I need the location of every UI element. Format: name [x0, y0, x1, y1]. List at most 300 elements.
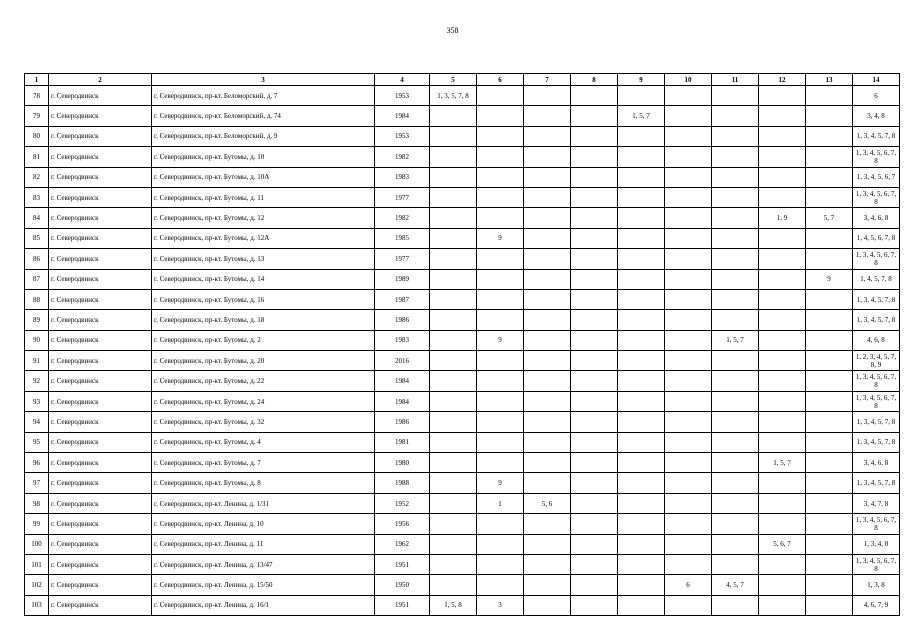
- cell-col-12: [759, 351, 806, 371]
- column-header-11: 11: [712, 74, 759, 86]
- registry-table: [24, 73, 900, 616]
- cell-col-10: [665, 147, 712, 167]
- cell-row-number: 89: [25, 310, 49, 330]
- cell-col-14: 1, 4, 5, 6, 7, 8: [853, 228, 900, 248]
- cell-col-10: [665, 228, 712, 248]
- cell-settlement: г. Северодвинск: [49, 351, 152, 371]
- table-row: [25, 228, 900, 248]
- cell-col-13: [806, 514, 853, 534]
- table-row: [25, 249, 900, 269]
- cell-col-11: [712, 371, 759, 391]
- column-header-4: 4: [375, 74, 430, 86]
- table-body: [25, 86, 900, 616]
- cell-year: 1989: [375, 269, 430, 289]
- cell-address: г. Северодвинск, пр-кт. Бутомы, д. 2: [152, 330, 375, 350]
- table-row: [25, 86, 900, 106]
- cell-settlement: г. Северодвинск: [49, 167, 152, 187]
- cell-address: г. Северодвинск, пр-кт. Беломорский, д. 74: [152, 106, 375, 126]
- cell-col-13: [806, 330, 853, 350]
- cell-col-7: [524, 412, 571, 432]
- cell-year: 1986: [375, 310, 430, 330]
- cell-year: 1983: [375, 330, 430, 350]
- cell-col-7: [524, 289, 571, 309]
- cell-col-8: [571, 106, 618, 126]
- cell-col-14: 1, 3, 4, 5, 6, 7, 8: [853, 391, 900, 411]
- cell-col-6: [477, 554, 524, 574]
- cell-address: г. Северодвинск, пр-кт. Бутомы, д. 12А: [152, 228, 375, 248]
- cell-col-9: 1, 5, 7: [618, 106, 665, 126]
- cell-address: г. Северодвинск, пр-кт. Бутомы, д. 13: [152, 249, 375, 269]
- cell-row-number: 99: [25, 514, 49, 534]
- cell-col-10: [665, 493, 712, 513]
- cell-settlement: г. Северодвинск: [49, 391, 152, 411]
- cell-col-9: [618, 534, 665, 554]
- cell-address: г. Северодвинск, пр-кт. Бутомы, д. 12: [152, 208, 375, 228]
- column-header-9: 9: [618, 74, 665, 86]
- cell-col-6: [477, 371, 524, 391]
- cell-col-5: [430, 310, 477, 330]
- cell-col-5: [430, 106, 477, 126]
- cell-col-9: [618, 371, 665, 391]
- cell-col-5: [430, 514, 477, 534]
- cell-address: г. Северодвинск, пр-кт. Ленина, д. 15/50: [152, 575, 375, 595]
- cell-col-8: [571, 167, 618, 187]
- cell-settlement: г. Северодвинск: [49, 126, 152, 146]
- cell-col-12: [759, 371, 806, 391]
- cell-col-10: [665, 371, 712, 391]
- cell-year: 2016: [375, 351, 430, 371]
- column-header-6: 6: [477, 74, 524, 86]
- cell-col-5: [430, 167, 477, 187]
- page-number: 358: [446, 26, 459, 35]
- cell-year: 1984: [375, 391, 430, 411]
- cell-col-6: [477, 249, 524, 269]
- cell-col-11: [712, 187, 759, 207]
- cell-col-10: [665, 269, 712, 289]
- table-row: [25, 534, 900, 554]
- cell-year: 1951: [375, 595, 430, 615]
- cell-col-8: [571, 208, 618, 228]
- cell-settlement: г. Северодвинск: [49, 106, 152, 126]
- cell-col-14: 1, 4, 5, 7, 8: [853, 269, 900, 289]
- cell-col-11: [712, 453, 759, 473]
- cell-col-14: 1, 3, 4, 5, 6, 7, 8: [853, 187, 900, 207]
- cell-col-5: [430, 208, 477, 228]
- cell-address: г. Северодвинск, пр-кт. Бутомы, д. 4: [152, 432, 375, 452]
- cell-row-number: 91: [25, 351, 49, 371]
- cell-col-7: [524, 86, 571, 106]
- cell-col-12: [759, 289, 806, 309]
- cell-address: г. Северодвинск, пр-кт. Ленина, д. 10: [152, 514, 375, 534]
- cell-row-number: 86: [25, 249, 49, 269]
- cell-col-10: [665, 167, 712, 187]
- cell-col-11: [712, 289, 759, 309]
- cell-col-14: 3, 4, 8: [853, 106, 900, 126]
- cell-col-7: [524, 167, 571, 187]
- cell-col-9: [618, 289, 665, 309]
- table-row: [25, 351, 900, 371]
- cell-col-13: [806, 147, 853, 167]
- cell-col-10: [665, 310, 712, 330]
- cell-row-number: 95: [25, 432, 49, 452]
- table-row: [25, 310, 900, 330]
- cell-col-12: [759, 86, 806, 106]
- cell-year: 1984: [375, 371, 430, 391]
- cell-col-10: 6: [665, 575, 712, 595]
- column-header-2: 2: [49, 74, 152, 86]
- cell-col-12: [759, 249, 806, 269]
- cell-col-14: 1, 3, 4, 5, 6, 7, 8: [853, 249, 900, 269]
- cell-col-8: [571, 412, 618, 432]
- cell-col-10: [665, 453, 712, 473]
- cell-col-5: [430, 391, 477, 411]
- cell-col-7: [524, 391, 571, 411]
- cell-col-5: [430, 473, 477, 493]
- cell-col-8: [571, 289, 618, 309]
- cell-address: г. Северодвинск, пр-кт. Бутомы, д. 18: [152, 310, 375, 330]
- table-row: [25, 595, 900, 615]
- cell-col-10: [665, 432, 712, 452]
- cell-col-11: [712, 86, 759, 106]
- cell-col-6: [477, 187, 524, 207]
- table-row: [25, 289, 900, 309]
- cell-col-9: [618, 554, 665, 574]
- cell-col-8: [571, 269, 618, 289]
- cell-col-7: [524, 453, 571, 473]
- column-header-1: 1: [25, 74, 49, 86]
- cell-col-8: [571, 86, 618, 106]
- cell-col-9: [618, 351, 665, 371]
- cell-col-13: [806, 473, 853, 493]
- cell-col-5: [430, 432, 477, 452]
- header-row: [25, 74, 900, 86]
- cell-col-7: [524, 371, 571, 391]
- cell-year: 1981: [375, 432, 430, 452]
- cell-col-11: [712, 595, 759, 615]
- cell-col-8: [571, 554, 618, 574]
- column-header-3: 3: [152, 74, 375, 86]
- cell-col-14: 1, 2, 3, 4, 5, 7, 8, 9: [853, 351, 900, 371]
- cell-col-6: 9: [477, 228, 524, 248]
- cell-col-11: [712, 249, 759, 269]
- cell-col-12: [759, 106, 806, 126]
- cell-row-number: 101: [25, 554, 49, 574]
- cell-col-8: [571, 493, 618, 513]
- cell-col-8: [571, 310, 618, 330]
- cell-col-8: [571, 351, 618, 371]
- cell-row-number: 84: [25, 208, 49, 228]
- cell-col-7: 5, 6: [524, 493, 571, 513]
- table-row: [25, 330, 900, 350]
- cell-settlement: г. Северодвинск: [49, 289, 152, 309]
- cell-col-10: [665, 412, 712, 432]
- cell-col-10: [665, 106, 712, 126]
- cell-col-9: [618, 310, 665, 330]
- cell-col-6: [477, 208, 524, 228]
- cell-col-13: [806, 167, 853, 187]
- cell-col-14: 1, 3, 4, 5, 7, 8: [853, 289, 900, 309]
- cell-col-13: [806, 453, 853, 473]
- cell-col-9: [618, 595, 665, 615]
- cell-col-13: 9: [806, 269, 853, 289]
- cell-col-10: [665, 473, 712, 493]
- cell-col-9: [618, 187, 665, 207]
- cell-col-13: [806, 391, 853, 411]
- cell-col-9: [618, 167, 665, 187]
- cell-settlement: г. Северодвинск: [49, 473, 152, 493]
- cell-year: 1953: [375, 126, 430, 146]
- cell-year: 1980: [375, 453, 430, 473]
- cell-col-11: [712, 391, 759, 411]
- cell-col-14: 3, 4, 6, 8: [853, 453, 900, 473]
- cell-col-9: [618, 126, 665, 146]
- cell-col-11: 1, 5, 7: [712, 330, 759, 350]
- column-header-13: 13: [806, 74, 853, 86]
- cell-col-12: [759, 412, 806, 432]
- cell-col-14: 1, 3, 4, 8: [853, 534, 900, 554]
- cell-col-10: [665, 534, 712, 554]
- cell-row-number: 80: [25, 126, 49, 146]
- cell-row-number: 94: [25, 412, 49, 432]
- cell-col-11: 4, 5, 7: [712, 575, 759, 595]
- cell-address: г. Северодвинск, пр-кт. Ленина, д. 13/47: [152, 554, 375, 574]
- cell-col-8: [571, 187, 618, 207]
- cell-address: г. Северодвинск, пр-кт. Беломорский, д. 9: [152, 126, 375, 146]
- cell-col-12: [759, 554, 806, 574]
- cell-col-6: [477, 289, 524, 309]
- table-row: [25, 126, 900, 146]
- cell-col-12: [759, 228, 806, 248]
- cell-col-6: 3: [477, 595, 524, 615]
- cell-address: г. Северодвинск, пр-кт. Бутомы, д. 32: [152, 412, 375, 432]
- cell-col-14: 3, 4, 6, 8: [853, 208, 900, 228]
- cell-col-6: [477, 534, 524, 554]
- cell-row-number: 88: [25, 289, 49, 309]
- cell-col-12: [759, 391, 806, 411]
- cell-col-7: [524, 575, 571, 595]
- cell-row-number: 96: [25, 453, 49, 473]
- cell-address: г. Северодвинск, пр-кт. Бутомы, д. 10: [152, 147, 375, 167]
- cell-col-12: [759, 126, 806, 146]
- cell-col-6: [477, 147, 524, 167]
- cell-col-13: [806, 575, 853, 595]
- cell-address: г. Северодвинск, пр-кт. Бутомы, д. 8: [152, 473, 375, 493]
- cell-settlement: г. Северодвинск: [49, 228, 152, 248]
- cell-col-5: [430, 289, 477, 309]
- cell-address: г. Северодвинск, пр-кт. Бутомы, д. 7: [152, 453, 375, 473]
- table-header: [25, 74, 900, 86]
- column-header-8: 8: [571, 74, 618, 86]
- cell-col-5: 1, 3, 5, 7, 8: [430, 86, 477, 106]
- table-row: [25, 432, 900, 452]
- cell-col-11: [712, 147, 759, 167]
- cell-col-7: [524, 432, 571, 452]
- cell-settlement: г. Северодвинск: [49, 575, 152, 595]
- cell-year: 1977: [375, 187, 430, 207]
- cell-col-12: [759, 473, 806, 493]
- cell-col-12: [759, 310, 806, 330]
- cell-col-8: [571, 249, 618, 269]
- cell-year: 1951: [375, 554, 430, 574]
- cell-col-13: [806, 554, 853, 574]
- cell-row-number: 98: [25, 493, 49, 513]
- cell-col-10: [665, 187, 712, 207]
- cell-year: 1950: [375, 575, 430, 595]
- cell-address: г. Северодвинск, пр-кт. Бутомы, д. 14: [152, 269, 375, 289]
- cell-col-5: [430, 330, 477, 350]
- cell-col-9: [618, 575, 665, 595]
- cell-col-8: [571, 126, 618, 146]
- table-row: [25, 147, 900, 167]
- cell-col-14: 1, 3, 4, 5, 6, 7: [853, 167, 900, 187]
- cell-row-number: 82: [25, 167, 49, 187]
- cell-settlement: г. Северодвинск: [49, 493, 152, 513]
- cell-col-11: [712, 167, 759, 187]
- cell-col-7: [524, 249, 571, 269]
- cell-col-6: [477, 106, 524, 126]
- cell-col-11: [712, 432, 759, 452]
- cell-col-13: [806, 249, 853, 269]
- table-row: [25, 371, 900, 391]
- cell-row-number: 85: [25, 228, 49, 248]
- cell-col-12: [759, 330, 806, 350]
- column-header-12: 12: [759, 74, 806, 86]
- cell-col-6: 1: [477, 493, 524, 513]
- cell-col-6: [477, 412, 524, 432]
- cell-col-6: 9: [477, 473, 524, 493]
- cell-col-12: 1, 5, 7: [759, 453, 806, 473]
- cell-col-13: [806, 86, 853, 106]
- cell-col-14: 1, 3, 4, 5, 6, 7, 8: [853, 147, 900, 167]
- cell-address: г. Северодвинск, пр-кт. Бутомы, д. 11: [152, 187, 375, 207]
- cell-col-13: [806, 371, 853, 391]
- cell-col-5: [430, 228, 477, 248]
- cell-settlement: г. Северодвинск: [49, 269, 152, 289]
- cell-col-10: [665, 330, 712, 350]
- cell-col-7: [524, 187, 571, 207]
- cell-col-10: [665, 554, 712, 574]
- cell-col-9: [618, 453, 665, 473]
- cell-row-number: 90: [25, 330, 49, 350]
- cell-col-14: 1, 3, 4, 5, 6, 7, 8: [853, 514, 900, 534]
- cell-col-14: 1, 3, 4, 5, 7, 8: [853, 126, 900, 146]
- cell-col-7: [524, 106, 571, 126]
- cell-col-13: [806, 534, 853, 554]
- cell-year: 1977: [375, 249, 430, 269]
- cell-col-10: [665, 514, 712, 534]
- cell-col-14: 3, 4, 7, 8: [853, 493, 900, 513]
- cell-year: 1987: [375, 289, 430, 309]
- cell-address: г. Северодвинск, пр-кт. Беломорский, д. 7: [152, 86, 375, 106]
- cell-col-5: [430, 412, 477, 432]
- cell-year: 1962: [375, 534, 430, 554]
- cell-col-13: [806, 493, 853, 513]
- cell-col-11: [712, 310, 759, 330]
- table-row: [25, 453, 900, 473]
- cell-col-6: [477, 126, 524, 146]
- cell-col-5: [430, 453, 477, 473]
- table-row: [25, 473, 900, 493]
- cell-col-6: [477, 575, 524, 595]
- cell-settlement: г. Северодвинск: [49, 187, 152, 207]
- cell-year: 1953: [375, 86, 430, 106]
- cell-row-number: 97: [25, 473, 49, 493]
- cell-settlement: г. Северодвинск: [49, 330, 152, 350]
- cell-col-10: [665, 86, 712, 106]
- cell-col-7: [524, 473, 571, 493]
- cell-col-12: [759, 187, 806, 207]
- cell-col-6: [477, 86, 524, 106]
- cell-col-5: [430, 575, 477, 595]
- cell-col-7: [524, 595, 571, 615]
- cell-col-12: [759, 493, 806, 513]
- cell-address: г. Северодвинск, пр-кт. Бутомы, д. 16: [152, 289, 375, 309]
- cell-col-11: [712, 554, 759, 574]
- table-row: [25, 412, 900, 432]
- cell-row-number: 100: [25, 534, 49, 554]
- cell-address: г. Северодвинск, пр-кт. Бутомы, д. 10А: [152, 167, 375, 187]
- cell-address: г. Северодвинск, пр-кт. Бутомы, д. 24: [152, 391, 375, 411]
- cell-col-11: [712, 412, 759, 432]
- cell-col-10: [665, 595, 712, 615]
- cell-col-7: [524, 554, 571, 574]
- cell-col-7: [524, 310, 571, 330]
- cell-col-5: [430, 554, 477, 574]
- column-header-7: 7: [524, 74, 571, 86]
- cell-col-13: [806, 310, 853, 330]
- table-row: [25, 514, 900, 534]
- cell-col-9: [618, 412, 665, 432]
- cell-col-11: [712, 228, 759, 248]
- cell-col-9: [618, 514, 665, 534]
- table-row: [25, 554, 900, 574]
- cell-col-12: [759, 147, 806, 167]
- cell-col-12: [759, 269, 806, 289]
- column-header-5: 5: [430, 74, 477, 86]
- cell-settlement: г. Северодвинск: [49, 514, 152, 534]
- table-row: [25, 106, 900, 126]
- cell-col-14: 1, 3, 4, 5, 6, 7, 8: [853, 371, 900, 391]
- table-row: [25, 208, 900, 228]
- cell-col-11: [712, 269, 759, 289]
- cell-col-9: [618, 330, 665, 350]
- cell-col-8: [571, 514, 618, 534]
- cell-col-6: [477, 351, 524, 371]
- cell-row-number: 83: [25, 187, 49, 207]
- cell-col-10: [665, 351, 712, 371]
- cell-settlement: г. Северодвинск: [49, 432, 152, 452]
- cell-col-11: [712, 126, 759, 146]
- table-row: [25, 187, 900, 207]
- cell-col-8: [571, 432, 618, 452]
- cell-col-8: [571, 371, 618, 391]
- cell-settlement: г. Северодвинск: [49, 147, 152, 167]
- table-row: [25, 575, 900, 595]
- cell-col-5: [430, 249, 477, 269]
- cell-col-13: [806, 187, 853, 207]
- cell-row-number: 92: [25, 371, 49, 391]
- cell-col-5: [430, 147, 477, 167]
- cell-col-13: [806, 228, 853, 248]
- cell-col-12: [759, 575, 806, 595]
- cell-col-6: [477, 167, 524, 187]
- cell-year: 1988: [375, 473, 430, 493]
- cell-col-10: [665, 391, 712, 411]
- cell-year: 1956: [375, 514, 430, 534]
- table-row: [25, 493, 900, 513]
- cell-col-11: [712, 208, 759, 228]
- cell-address: г. Северодвинск, пр-кт. Бутомы, д. 20: [152, 351, 375, 371]
